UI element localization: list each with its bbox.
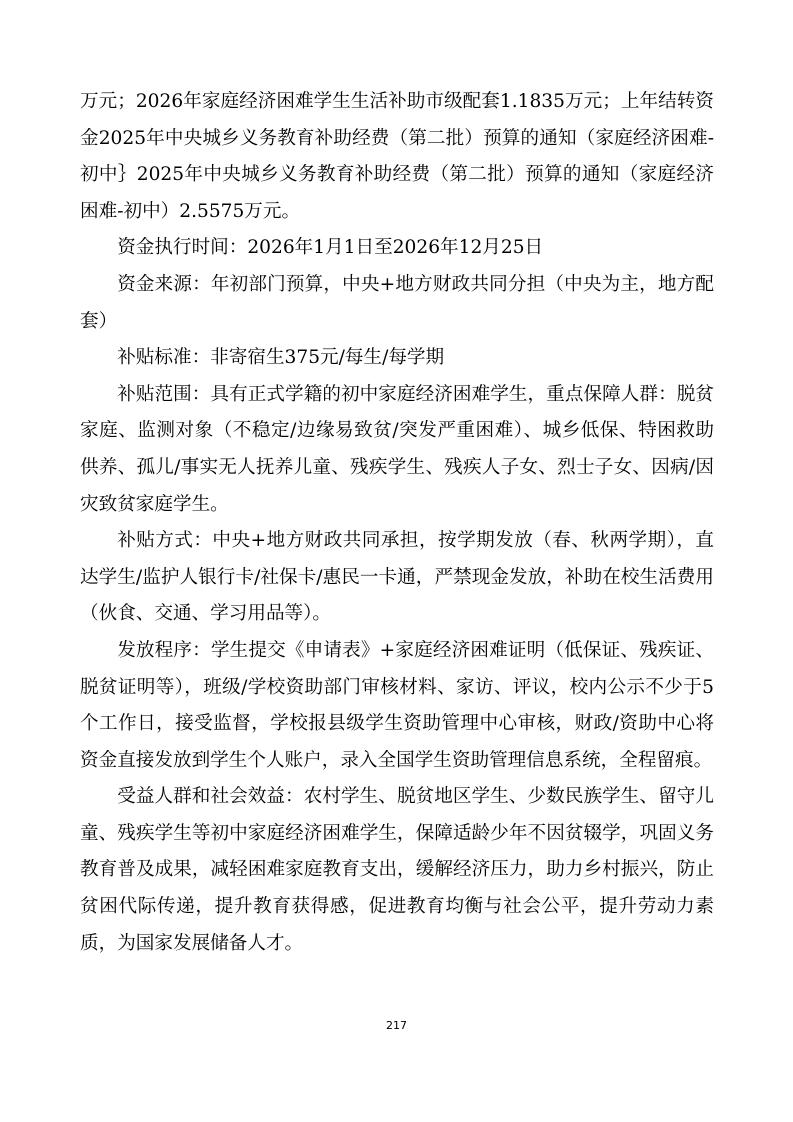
paragraph-distribution-procedure: 发放程序：学生提交《申请表》+家庭经济困难证明（低保证、残疾证、脱贫证明等），班级/学校资助部门审核材料、家访、评议，校内公示不少于5个工作日，接受监督，学校报县级学生资助管理中心审核，财政/资助中心将资金直接发放到学生个人账户，录入全国学生资助管理信息系统，全程留痕。 <box>80 639 714 771</box>
paragraph-beneficiaries-benefits: 受益人群和社会效益：农村学生、脱贫地区学生、少数民族学生、留守儿童、残疾学生等初中家庭经济困难学生，保障适龄少年不因贫辍学，巩固义务教育普及成果，减轻困难家庭教育支出，缓解经济压力，助力乡村振兴，防止贫困代际传递，提升教育获得感，促进教育均衡与社会公平，提升劳动力素质，为国家发展储备人才。 <box>80 786 714 954</box>
paragraph-subsidy-standard: 补贴标准：非寄宿生375元/每生/每学期 <box>117 347 445 369</box>
paragraph-continuation: 万元；2026年家庭经济困难学生生活补助市级配套1.1835万元；上年结转资金2025年中央城乡义务教育补助经费（第二批）预算的通知（家庭经济困难-初中｝2025年中央城乡义务教育补助经费（第二批）预算的通知（家庭经济困难-初中）2.5575万元。 <box>80 91 714 222</box>
page-number: 217 <box>386 1019 407 1032</box>
body-text <box>80 84 714 962</box>
paragraph-subsidy-method: 补贴方式：中央+地方财政共同承担，按学期发放（春、秋两学期），直达学生/监护人银行卡/社保卡/惠民一卡通，严禁现金发放，补助在校生活费用（伙食、交通、学习用品等）。 <box>80 530 714 625</box>
paragraph-fund-source: 资金来源：年初部门预算，中央+地方财政共同分担（中央为主，地方配套） <box>80 273 714 332</box>
paragraph-subsidy-scope: 补贴范围：具有正式学籍的初中家庭经济困难学生，重点保障人群：脱贫家庭、监测对象（不稳定/边缘易致贫/突发严重困难）、城乡低保、特困救助供养、孤儿/事实无人抚养儿童、残疾学生、残疾人子女、烈士子女、因病/因灾致贫家庭学生。 <box>80 383 714 515</box>
paragraph-execution-time: 资金执行时间：2026年1月1日至2026年12月25日 <box>117 237 544 259</box>
